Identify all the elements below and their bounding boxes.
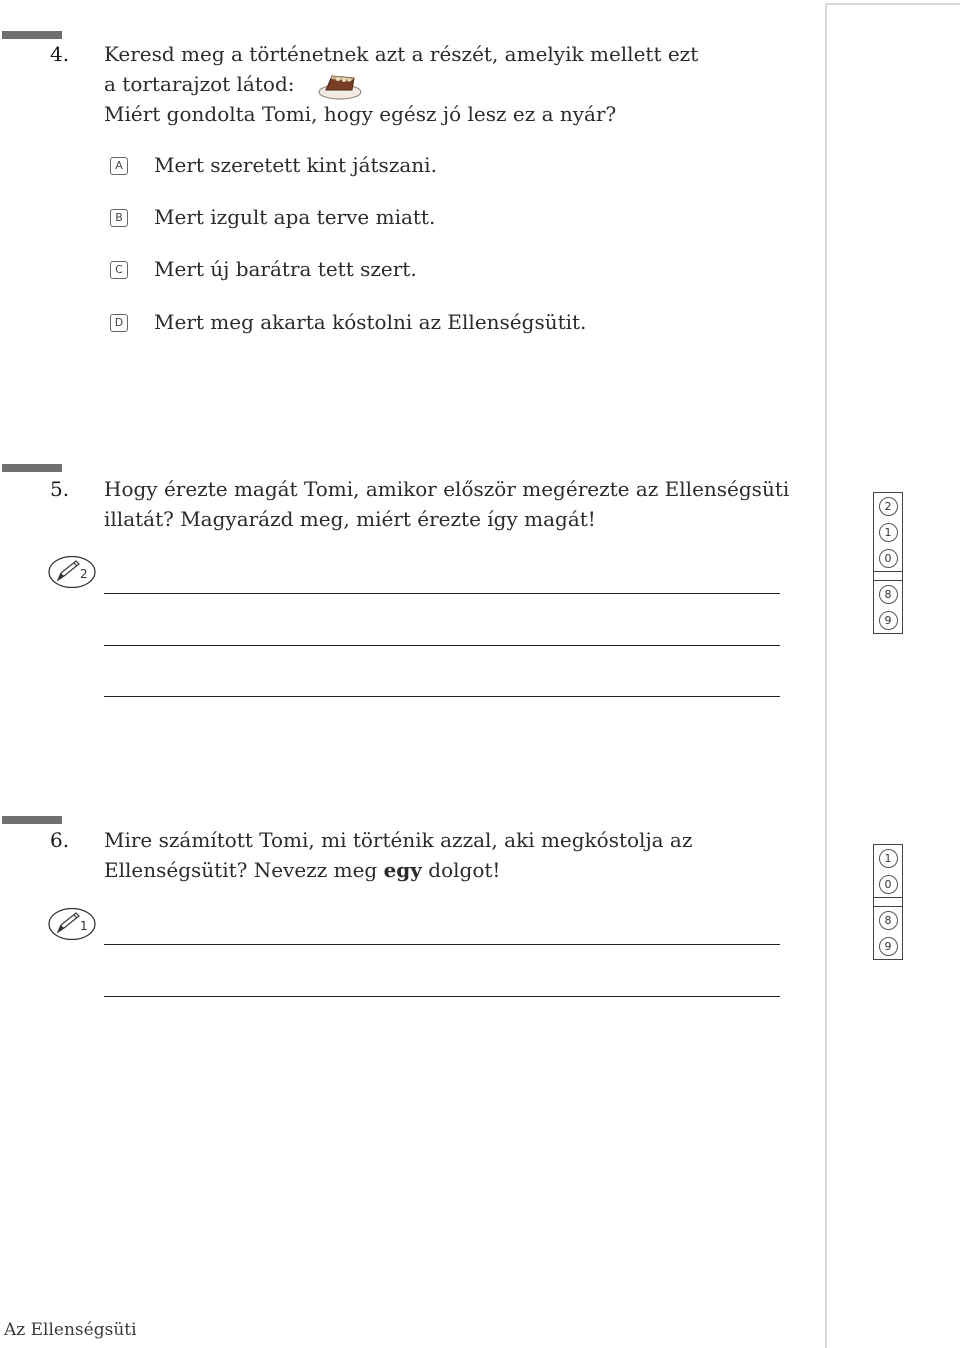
answer-line[interactable] <box>104 696 780 697</box>
question-text-line: illatát? Magyarázd meg, miért érezte így magát! <box>104 507 596 531</box>
score-option[interactable] <box>874 545 902 571</box>
answer-line[interactable] <box>104 645 780 646</box>
question-number: 6. <box>50 828 70 852</box>
score-box <box>873 492 903 634</box>
question-text-part: dolgot! <box>421 858 501 882</box>
option-c-checkbox[interactable]: C <box>110 261 128 279</box>
question-number: 5. <box>50 477 70 501</box>
option-d-text: Mert meg akarta kóstolni az Ellenségsütit. <box>154 310 587 334</box>
question-text-part: Ellenségsütit? Nevezz meg <box>104 858 384 882</box>
emphasized-word: egy <box>383 858 422 882</box>
score-value: 1 <box>879 849 898 868</box>
pencil-icon <box>48 907 96 941</box>
score-value: 9 <box>879 611 898 630</box>
score-option[interactable] <box>874 581 902 607</box>
question-marker-bar <box>2 816 62 824</box>
option-b-text: Mert izgult apa terve miatt. <box>154 205 436 229</box>
option-d-checkbox[interactable]: D <box>110 314 128 332</box>
answer-line[interactable] <box>104 996 780 997</box>
question-text-line: Mire számított Tomi, mi történik azzal, aki megkóstolja az <box>104 828 693 852</box>
question-text-line: Miért gondolta Tomi, hogy egész jó lesz ez a nyár? <box>104 102 617 126</box>
score-option[interactable] <box>874 519 902 545</box>
score-value: 1 <box>879 523 898 542</box>
score-option[interactable] <box>874 907 902 933</box>
answer-line[interactable] <box>104 593 780 594</box>
footer-title: Az Ellenségsüti <box>4 1320 137 1340</box>
score-option[interactable] <box>874 607 902 633</box>
question-marker-bar <box>2 31 62 39</box>
option-c-text: Mert új barátra tett szert. <box>154 257 417 281</box>
score-value: 8 <box>879 911 898 930</box>
score-separator <box>874 897 902 907</box>
score-value: 2 <box>879 497 898 516</box>
question-text-line: a tortarajzot látod: <box>104 72 295 96</box>
points-label: 1 <box>80 919 88 933</box>
pencil-icon <box>48 555 96 589</box>
score-option[interactable] <box>874 871 902 897</box>
question-text-line <box>104 855 500 885</box>
score-box <box>873 844 903 960</box>
score-option[interactable] <box>874 493 902 519</box>
score-value: 0 <box>879 549 898 568</box>
question-text-line: Keresd meg a történetnek azt a részét, amelyik mellett ezt <box>104 42 699 66</box>
points-label: 2 <box>80 567 88 581</box>
score-option[interactable] <box>874 933 902 959</box>
option-a-checkbox[interactable]: A <box>110 157 128 175</box>
question-text-line: Hogy érezte magát Tomi, amikor először megérezte az Ellenségsüti <box>104 477 790 501</box>
question-marker-bar <box>2 464 62 472</box>
cake-icon <box>318 70 362 100</box>
score-separator <box>874 571 902 581</box>
option-a-text: Mert szeretett kint játszani. <box>154 153 437 177</box>
answer-line[interactable] <box>104 944 780 945</box>
score-option[interactable] <box>874 845 902 871</box>
score-value: 9 <box>879 937 898 956</box>
option-b-checkbox[interactable]: B <box>110 209 128 227</box>
score-value: 8 <box>879 585 898 604</box>
margin-frame-top <box>825 3 960 5</box>
score-value: 0 <box>879 875 898 894</box>
margin-frame-line <box>825 3 827 1348</box>
question-number: 4. <box>50 42 70 66</box>
